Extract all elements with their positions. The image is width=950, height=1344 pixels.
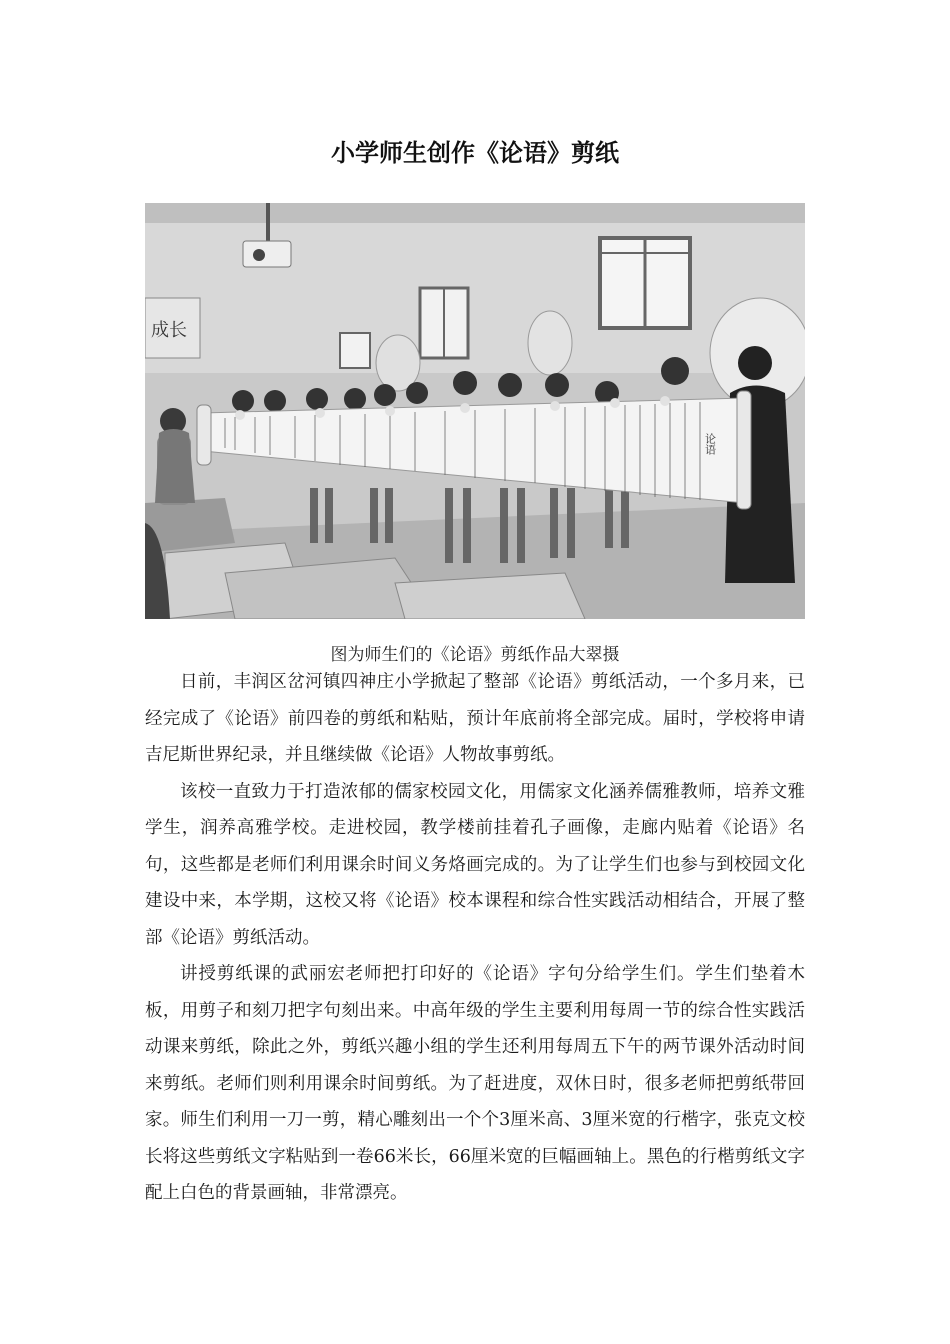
classroom-photo <box>145 203 805 619</box>
article-paragraph-2: 该校一直致力于打造浓郁的儒家校园文化，用儒家文化涵养儒雅教师，培养文雅学生，润养高雅学校。走进校园，教学楼前挂着孔子画像，走廊内贴着《论语》名句，这些都是老师们利用课余时间义务烙画完成的。为了让学生们也参与到校园文化建设中来，本学期，这校又将《论语》校本课程和综合性实践活动相结合，开展了整部《论语》剪纸活动。 <box>145 781 805 948</box>
article-paragraph-1: 日前，丰润区岔河镇四神庄小学掀起了整部《论语》剪纸活动，一个多月来，已经完成了《论语》前四卷的剪纸和粘贴，预计年底前将全部完成。届时，学校将申请吉尼斯世界纪录，并且继续做《论语》人物故事剪纸。 <box>145 672 805 765</box>
wall-sign-text: 成长 <box>151 320 187 341</box>
photo-caption: 图为师生们的《论语》剪纸作品大翠摄 <box>330 645 620 665</box>
article-paragraph-3: 讲授剪纸课的武丽宏老师把打印好的《论语》字句分给学生们。学生们垫着木板，用剪子和刻刀把字句刻出来。中高年级的学生主要利用每周一节的综合性实践活动课来剪纸，除此之外，剪纸兴趣小组的学生还利用每周五下午的两节课外活动时间来剪纸。老师们则利用课余时间剪纸。为了赶进度，双休日时，很多老师把剪纸带回家。师生们利用一刀一剪，精心雕刻出一个个3厘米高、3厘米宽的行楷字，张克文校长将这些剪纸文字粘贴到一卷66米长，66厘米宽的巨幅画轴上。黑色的行楷剪纸文字配上白色的背景画轴，非常漂亮。 <box>145 964 805 1203</box>
article-title: 小学师生创作《论语》剪纸 <box>331 139 619 167</box>
article-body <box>145 664 805 1212</box>
scroll-title-text: 论语 <box>703 433 717 455</box>
